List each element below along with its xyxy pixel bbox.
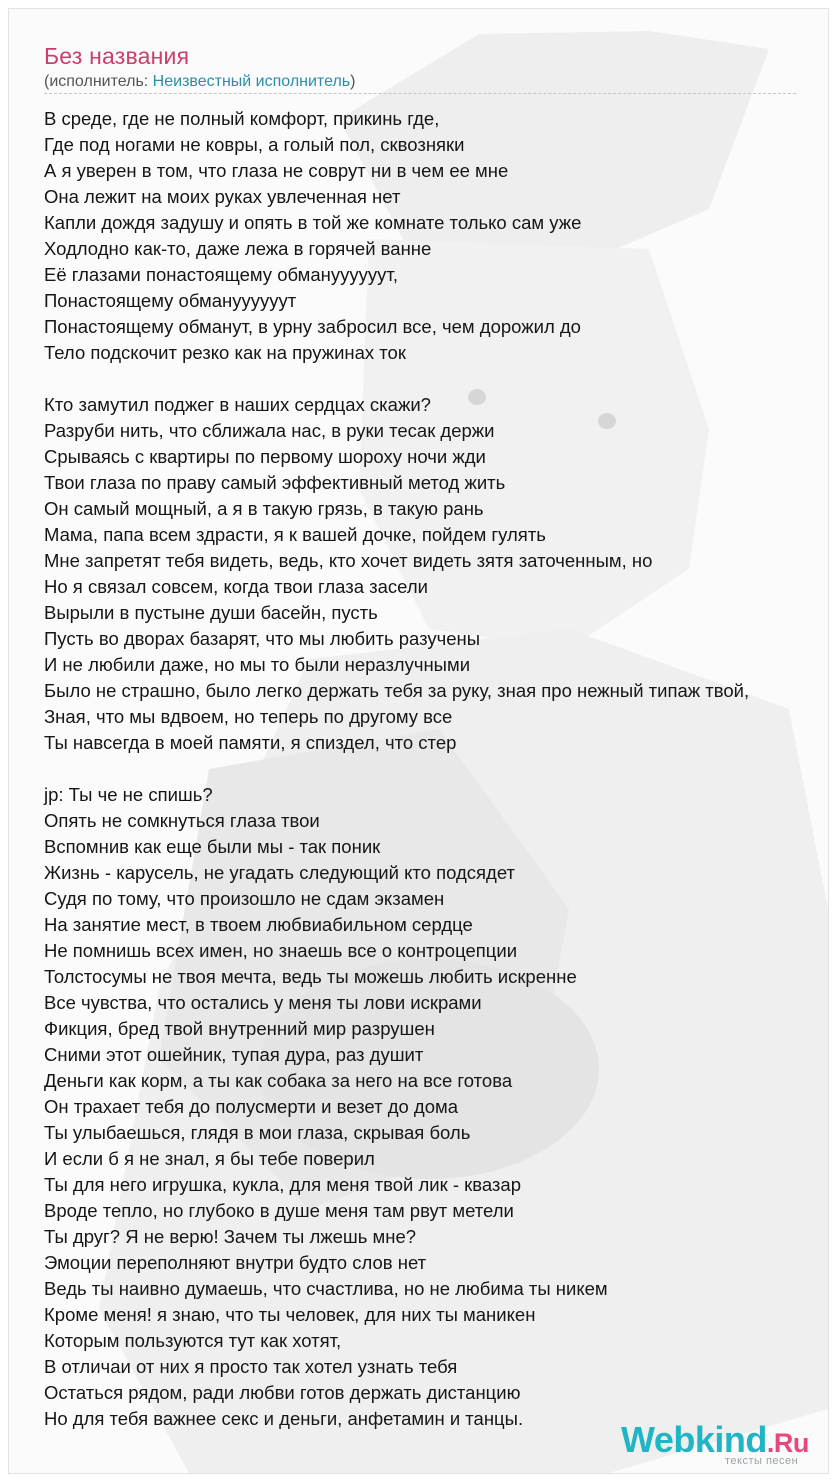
- lyric-line: Зная, что мы вдвоем, но теперь по другому все: [44, 706, 453, 727]
- logo-name: Webkind: [621, 1419, 767, 1460]
- title-divider: [44, 93, 796, 94]
- lyric-line: Все чувства, что остались у меня ты лови искрами: [44, 992, 482, 1013]
- lyric-line: Ты улыбаешься, глядя в мои глаза, скрывая боль: [44, 1122, 471, 1143]
- lyric-line: Мама, папа всем здрасти, я к вашей дочке, пойдем гулять: [44, 524, 546, 545]
- lyric-line: А я уверен в том, что глаза не соврут ни в чем ее мне: [44, 160, 509, 181]
- logo-tld: .Ru: [766, 1428, 809, 1458]
- lyric-line: Капли дождя задушу и опять в той же комнате только сам уже: [44, 212, 582, 233]
- artist-suffix: ): [350, 73, 356, 90]
- lyric-line: Вроде тепло, но глубоко в душе меня там рвут метели: [44, 1200, 514, 1221]
- lyric-line: Опять не сомкнуться глаза твои: [44, 810, 320, 831]
- artist-link[interactable]: Неизвестный исполнитель: [152, 73, 351, 90]
- lyric-line: Пусть во дворах базарят, что мы любить разучены: [44, 628, 481, 649]
- lyric-line: Было не страшно, было легко держать тебя за руку, зная про нежный типаж твой,: [44, 680, 750, 701]
- lyric-line: И если б я не знал, я бы тебе поверил: [44, 1148, 375, 1169]
- lyric-line: Которым пользуются тут как хотят,: [44, 1330, 342, 1351]
- webkind-logo[interactable]: [621, 1419, 821, 1469]
- lyric-line: Ты для него игрушка, кукла, для меня твой лик - квазар: [44, 1174, 521, 1195]
- stanza-gap: [44, 756, 829, 782]
- lyric-line: Ты друг? Я не верю! Зачем ты лжешь мне?: [44, 1226, 417, 1247]
- lyric-line: Она лежит на моих руках увлеченная нет: [44, 186, 401, 207]
- lyric-line: Не помнишь всех имен, но знаешь все о контроцепции: [44, 940, 518, 961]
- lyric-line: Вырыли в пустыне души басейн, пусть: [44, 602, 378, 623]
- lyric-line: Тело подскочит резко как на пружинах ток: [44, 342, 406, 363]
- lyric-line: Но я связал совсем, когда твои глаза засели: [44, 576, 428, 597]
- lyric-line: Мне запретят тебя видеть, ведь, кто хочет видеть зятя заточенным, но: [44, 550, 653, 571]
- song-title: Без названия: [44, 43, 190, 69]
- lyric-line: Сними этот ошейник, тупая дура, раз душит: [44, 1044, 424, 1065]
- lyric-line: Остаться рядом, ради любви готов держать дистанцию: [44, 1382, 521, 1403]
- lyric-line: Срываясь с квартиры по первому шороху ночи жди: [44, 446, 486, 467]
- lyric-line: Кроме меня! я знаю, что ты человек, для них ты маникен: [44, 1304, 536, 1325]
- lyric-line: Судя по тому, что произошло не сдам экзамен: [44, 888, 445, 909]
- lyric-line: Фикция, бред твой внутренний мир разрушен: [44, 1018, 435, 1039]
- lyric-line: В отличаи от них я просто так хотел узнать тебя: [44, 1356, 458, 1377]
- lyric-line: Понастоящему обмануууууут: [44, 290, 297, 311]
- lyric-line: Толстосумы не твоя мечта, ведь ты можешь любить искренне: [44, 966, 577, 987]
- lyric-line: Ходлодно как-то, даже лежа в горячей ванне: [44, 238, 432, 259]
- lyric-line: Он трахает тебя до полусмерти и везет до дома: [44, 1096, 459, 1117]
- lyric-line: На занятие мест, в твоем любвиабильном сердце: [44, 914, 473, 935]
- lyric-line: Вспомнив как еще были мы - так поник: [44, 836, 381, 857]
- lyric-line: Твои глаза по праву самый эффективный метод жить: [44, 472, 506, 493]
- lyric-line: Кто замутил поджег в наших сердцах скажи?: [44, 394, 431, 415]
- artist-line: [44, 73, 355, 91]
- lyric-line: Где под ногами не ковры, а голый пол, сквозняки: [44, 134, 465, 155]
- lyric-line: Он самый мощный, а я в такую грязь, в такую рань: [44, 498, 484, 519]
- lyric-line: И не любили даже, но мы то были неразлучными: [44, 654, 471, 675]
- page-frame: [8, 8, 829, 1474]
- lyric-line: Жизнь - карусель, не угадать следующий кто подсядет: [44, 862, 515, 883]
- logo-tagline: тексты песен: [725, 1455, 799, 1467]
- lyric-line: Но для тебя важнее секс и деньги, анфетамин и танцы.: [44, 1408, 524, 1429]
- lyric-line: В среде, где не полный комфорт, прикинь где,: [44, 108, 440, 129]
- stanza-gap: [44, 366, 829, 392]
- lyric-line: Эмоции переполняют внутри будто слов нет: [44, 1252, 427, 1273]
- lyric-line: Деньги как корм, а ты как собака за него на все готова: [44, 1070, 513, 1091]
- artist-prefix: (исполнитель:: [44, 73, 153, 90]
- lyric-line: jp: Ты че не спишь?: [44, 784, 213, 805]
- lyric-line: Её глазами понастоящему обмануууууут,: [44, 264, 398, 285]
- lyric-line: Разруби нить, что сближала нас, в руки тесак держи: [44, 420, 495, 441]
- lyric-line: Ведь ты наивно думаешь, что счастлива, но не любима ты никем: [44, 1278, 608, 1299]
- lyric-line: Ты навсегда в моей памяти, я спиздел, что стер: [44, 732, 457, 753]
- lyrics-text: [44, 106, 829, 1432]
- lyric-line: Понастоящему обманут, в урну забросил все, чем дорожил до: [44, 316, 581, 337]
